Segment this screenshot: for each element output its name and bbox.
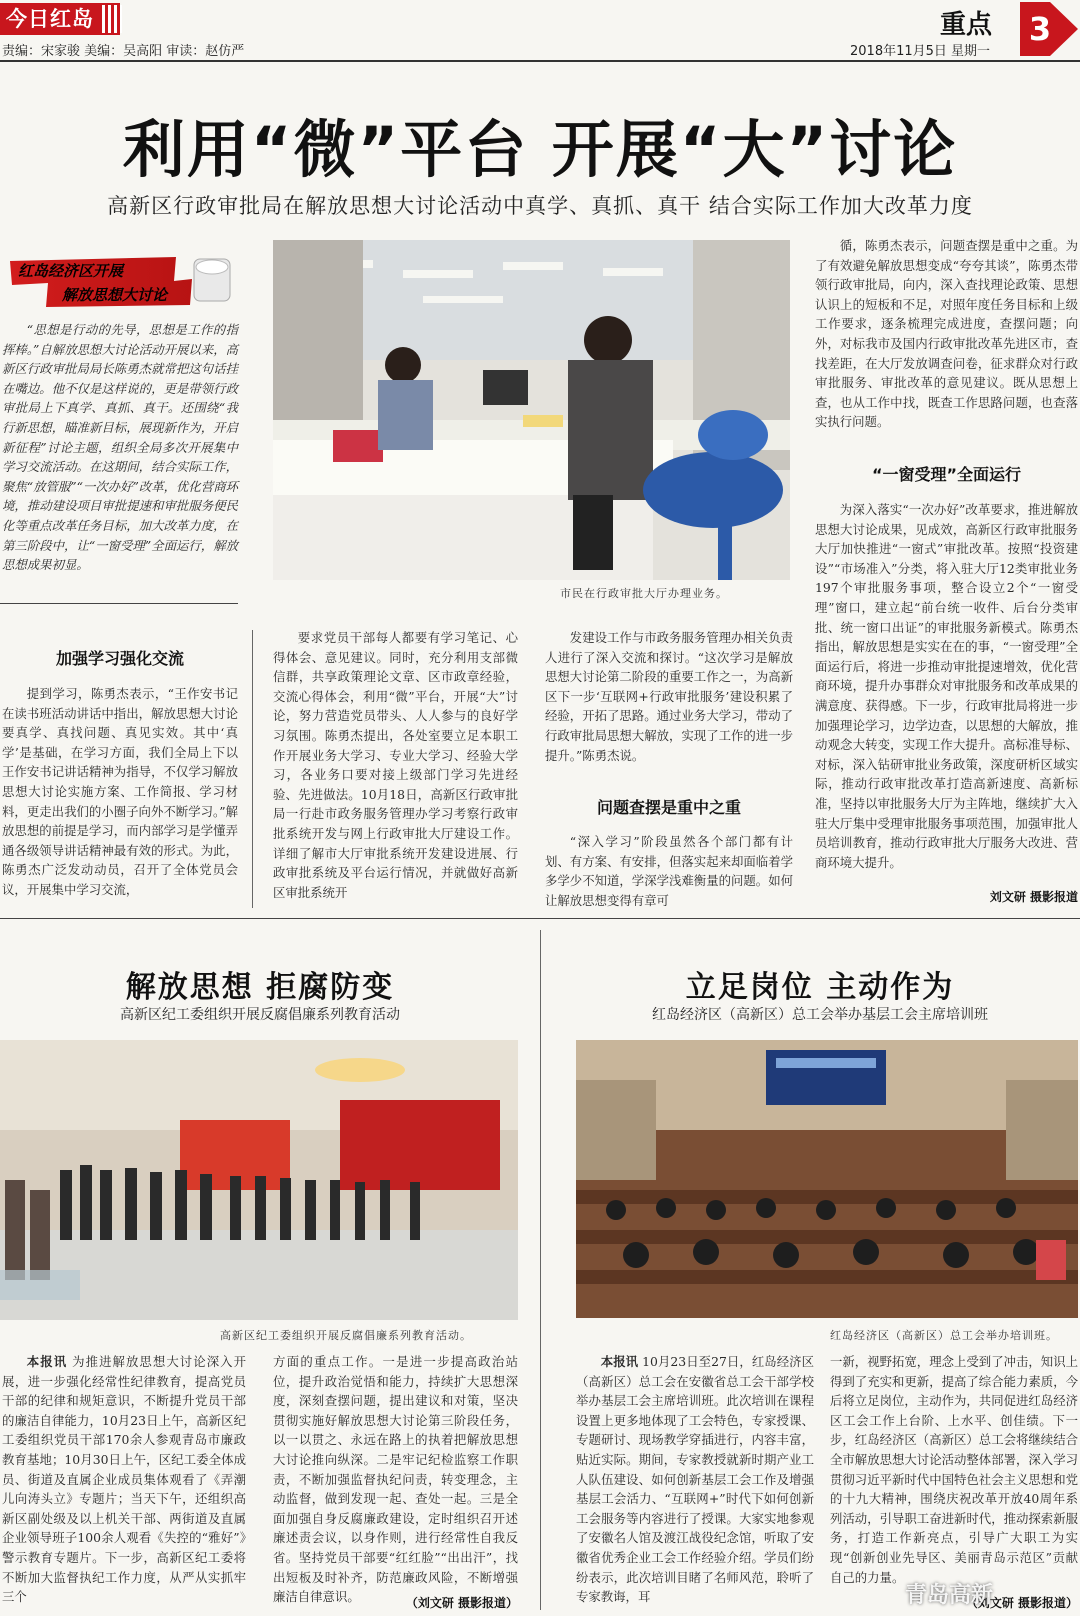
left-col1-text: 本报讯 为推进解放思想大讨论深入开展，进一步强化经常性纪律教育，提高党员干部的纪律和规矩意识，不断提升党员干部的廉洁自律能力，10月23日上午，高新区纪工委组织党员干部170余人参观青岛市廉政教育基地；10月30日上午，区纪工委全体成员、街道及直属企业成员集体观看了《弄潮儿向涛头立》专题片；当天下午，还组织高新区副处级及以上机关干部、两街道及直属企业领导班子100余人观看《失控的“雅好”》警示教育专题片。下一步，高新区纪工委将不断加大监督执纪工作力度，从严从实抓牢三个 [2,1354,246,1605]
staff-credits: 责编：宋家骏 美编：吴高阳 审读：赵仿严 [2,44,245,59]
section-title: 重点 [940,10,993,40]
badge-line-2: 解放思想大讨论 [62,286,168,304]
story-divider [540,930,541,1610]
masthead-rule [0,60,1080,62]
main-photo [273,240,790,580]
left-photo-caption: 高新区纪工委组织开展反腐倡廉系列教育活动。 [220,1329,472,1342]
main-photo-caption: 市民在行政审批大厅办理业务。 [560,587,728,600]
right-headline: 立足岗位 主动作为 [685,970,955,1005]
campaign-badge [6,255,238,309]
col1-title: 加强学习强化交流 [55,649,184,668]
main-subhead: 高新区行政审批局在解放思想大讨论活动中真学、真抓、真干 结合实际工作加大改革力度 [107,194,973,218]
intro-divider [0,603,238,604]
right-credit: （刘文研 摄影报道） [965,1596,1078,1610]
brand-logo: 今日红岛 [0,3,120,35]
main-headline: 利用“微”平台 开展“大”讨论 [122,113,958,186]
col4-text-a: 循，陈勇杰表示，问题查摆是重中之重。为了有效避免解放思想变成“夸夸其谈”，陈勇杰带领行政审批局，向内，深入查找理论政策、思想认识上的短板和不足，对照年度任务目标和上级工作要求，逐条梳理完成进度，查摆问题；向外，对标我市及国内行政审批改革先进区市，查找差距，在大厅发放调查问卷，征求群众对行政审批服务、审批改革的意见建议。既从思想上查，也从工作中找，既查工作思路问题，也查落实执行问题。 [815,238,1078,430]
page-number-badge [1020,2,1078,56]
left-headline: 解放思想 拒腐防变 [125,970,395,1005]
page-number: 3 [1028,10,1052,48]
col4-title: “一窗受理”全面运行 [871,465,1022,484]
brand-stripes [102,5,122,33]
left-subhead: 高新区纪工委组织开展反腐倡廉系列教育活动 [120,1007,400,1023]
right-col1-text: 本报讯 10月23日至27日，红岛经济区（高新区）总工会在安徽省总工会干部学校举办基层工会主席培训班。此次培训在课程设置上更多地体现了工会特色，专家授课、专题研讨、现场教学穿插进行，内容丰富，贴近实际。期间，专家教授就新时期产业工人队伍建设、如何创新基层工会工作及增强基层工会活力、“互联网+”时代下如何创新工会服务等内容进行了授课。大家实地参观了安徽名人馆及渡江战役纪念馆，听取了安徽省优秀企业工会工作经验介绍。学员们纷纷表示，此次培训目睹了名师风范，聆听了专家教诲，耳 [576,1354,814,1605]
col4-text-b: 为深入落实“一次办好”改革要求，推进解放思想大讨论成果，见成效，高新区行政审批服务大厅加快推进“一窗式”审批改革。按照“投资建设”“市场准入”分类，将入驻大厅12类审批业务197个审批服务事项，整合设立2个“一窗受理”窗口，建立起“前台统一收件、后台分类审批、统一窗口出证”的审批服务新模式。陈勇杰指出，解放思想是实实在在的事，“一窗受理”全面运行后，将进一步推动审批提速增效，优化营商环境，提升办事群众对审批服务和改革成果的满意度、获得感。下一步，行政审批局将进一步加强理论学习，边学边查，以思想的大解放，推动观念大转变，实现工作大提升。高标准导标、对标，深入钻研审批业务政策，深度研析区域实际，推动行政审批改革打造高新速度、高新标准，坚持以审批服务大厅为主阵地，继续扩大入驻大厅集中受理审批服务事项范围，加强审批人员培训教育，推动行政审批大厅服务大改进、营商环境大提升。 [815,502,1078,870]
col-divider-1 [252,630,253,908]
intro-text: “思想是行动的先导，思想是工作的指挥棒。”自解放思想大讨论活动开展以来，高新区行政审批局局长陈勇杰就常把这句话挂在嘴边。他不仅是这样说的，更是带领行政审批局上下真学、真抓、真干。还围绕“我行新思想，瞄准新目标，展现新作为，开启新征程”讨论主题，组织全局多次开展集中学习交流活动。在这期间，结合实际工作，聚焦“放管服”“一次办好”改革，优化营商环境，推动建设项目审批提速和审批服务便民化等重点改革任务目标，加大改革力度，在第三阶段中，让“一窗受理”全面运行，解放思想成果初显。 [2,322,238,573]
col3-title: 问题查摆是重中之重 [596,798,741,817]
main-credit: 刘文研 摄影报道 [989,890,1078,904]
right-photo-caption: 红岛经济区（高新区）总工会举办培训班。 [830,1329,1058,1342]
col2-text: 要求党员干部每人都要有学习笔记、心得体会、意见建议。同时，充分利用支部微信群，共享政策理论文章、区市政章经验，交流心得体会，利用“微”平台，开展“大”讨论，努力营造党员带头、人人参与的良好学习氛围。陈勇杰提出，各处室要立足本职工作开展业务大学习、专业大学习、经验大学习，各业务口要对接上级部门学习先进经验、先进做法。10月18日，高新区行政审批局一行赴市政务服务管理办学习考察行政审批系统开发与网上行政审批大厅建设工作。详细了解市大厅审批系统开发建设进展、行政审批系统及平台运行情况，并就做好高新区审批系统开 [273,630,518,900]
left-lead: 本报讯 [26,1354,68,1369]
badge-line-1: 红岛经济区开展 [18,262,124,280]
col3-text-b: “深入学习”阶段虽然各个部门都有计划、有方案、有安排，但落实起来却面临着学多学少不知道，学深学浅难衡量的问题。如何让解放思想变得有章可 [545,834,793,908]
right-col2-text: 一新，视野拓宽，理念上受到了冲击，知识上得到了充实和更新，提高了综合能力素质，今后将立足岗位，主动作为，共同促进红岛经济区工会工作上台阶、上水平、创佳绩。下一步，红岛经济区（高新区）总工会将继续结合全市解放思想大讨论活动整体部署，深入学习贯彻习近平新时代中国特色社会主义思想和党的十九大精神，围绕庆祝改革开放40周年系列活动，引导职工奋进新时代，推动探索新服务，打造工作新亮点，引导广大职工为实现“创新创业先导区、美丽青岛示范区”贡献自己的力量。 [830,1354,1078,1585]
left-credit: （刘文研 摄影报道） [405,1596,518,1610]
left-photo [0,1040,518,1320]
right-subhead: 红岛经济区（高新区）总工会举办基层工会主席培训班 [652,1007,988,1023]
right-photo [576,1040,1078,1318]
col3-text-a: 发建设工作与市政务服务管理办相关负责人进行了深入交流和探讨。“这次学习是解放思想大讨论第二阶段的重要工作之一，为高新区下一步‘互联网+行政审批服务’建设积累了经验，开拓了思路。通过业务大学习，带动了行政审批局思想大解放，实现了工作的进一步提升。”陈勇杰说。 [545,630,793,763]
left-col2-text: 方面的重点工作。一是进一步提高政治站位，提升政治觉悟和能力，持续扩大思想深度，深刻查摆问题，提出建议和对策，坚决贯彻实施好解放思想大讨论第三阶段任务，以一以贯之、永远在路上的执着把解放思想大讨论推向纵深。二是牢记纪检监察工作职责，不断加强监督执纪问责，转变理念，主动监督，做到发现一起、查处一起。三是全面加强自身反腐廉政建设，定时组织召开述廉述责会议，以身作则，进行经常性自我反省。坚持党员干部要“红红脸”“出出汗”，找出短板及时补齐，防范廉政风险，不断增强廉洁自律意识。 [273,1354,518,1605]
watermark-logo: 青岛高新 [905,1583,994,1608]
col1-text: 提到学习，陈勇杰表示，“王作安书记在读书班活动讲话中指出，解放思想大讨论要真学、真找问题、真见实效。其中‘真学’是基础，在学习方面，我们全局上下以王作安书记讲话精神为指导，不仅学习解放思想大讨论实施方案、工作简报、学习材料，更走出我们的小圈子向外不断学习。”解放思想的前提是学习，而内部学习是学懂弄通各级领导讲话精神最有效的形式。为此，陈勇杰广泛发动动员，召开了全体党员会议，开展集中学习交流， [2,686,238,897]
right-lead: 本报讯 [600,1354,639,1369]
issue-date: 2018年11月5日 星期一 [850,44,991,59]
section-divider [0,918,1080,919]
